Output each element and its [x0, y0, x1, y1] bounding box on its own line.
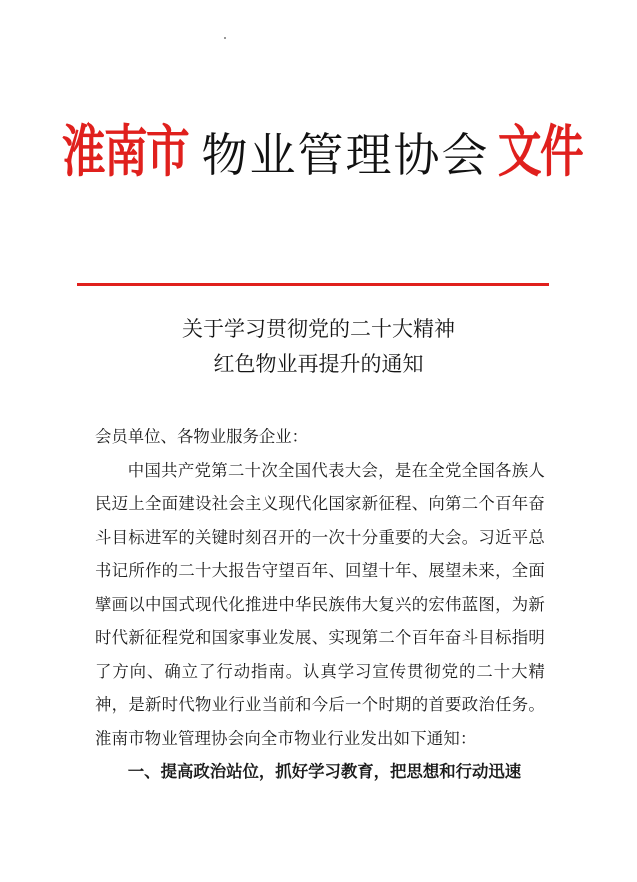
scan-speck: [224, 37, 226, 39]
masthead: [0, 120, 637, 185]
section-heading-1: 一、提高政治站位，抓好学习教育，把思想和行动迅速: [127, 762, 522, 781]
salutation: 会员单位、各物业服务企业：: [95, 427, 309, 446]
red-divider: [77, 283, 549, 286]
document-title: [0, 312, 637, 382]
title-line-1: 关于学习贯彻党的二十大精神: [182, 317, 455, 341]
masthead-org: 物业管理协会: [201, 128, 490, 182]
masthead-document: 文件: [497, 120, 582, 185]
title-line-2: 红色物业再提升的通知: [213, 352, 424, 376]
document-body: [95, 420, 545, 789]
paragraph-1: 中国共产党第二十次全国代表大会，是在全党全国各族人民迈上全面建设社会主义现代化国家新征程、向第二个百年奋斗目标进军的关键时刻召开的一次十分重要的大会。习近平总书记所作的二十大报告守望百年、回望十年、展望未来，全面擘画以中国式现代化推进中华民族伟大复兴的宏伟蓝图，为新时代新征程党和国家事业发展、实现第二个百年奋斗目标指明了方向、确立了行动指南。认真学习宣传贯彻党的二十大精神，是新时代物业行业当前和今后一个时期的首要政治任务。淮南市物业管理协会向全市物业行业发出如下通知：: [95, 460, 545, 748]
masthead-city: 淮南市: [61, 120, 188, 185]
